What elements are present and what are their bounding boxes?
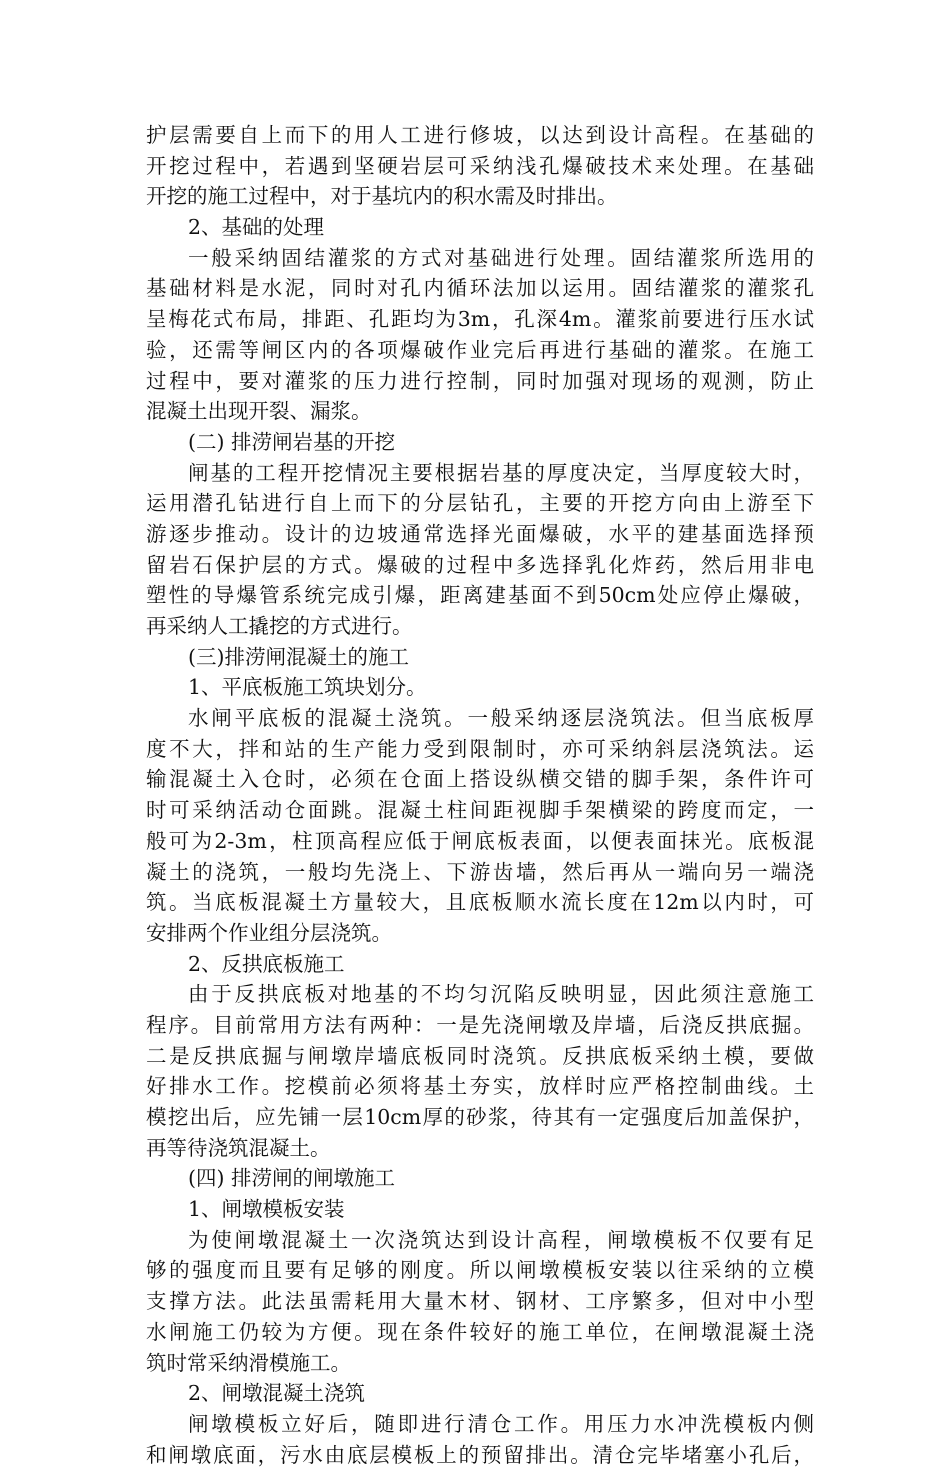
paragraph-line: 再采纳人工撬挖的方式进行。	[146, 614, 413, 638]
paragraph-line: 运用潜孔钻进行自上而下的分层钻孔，主要的开挖方向由上游至下	[146, 491, 814, 516]
paragraph-line: 过程中，要对灌浆的压力进行控制，同时加强对现场的观测，防止	[146, 368, 814, 393]
paragraph-line: 开挖的施工过程中，对于基坑内的积水需及时排出。	[146, 184, 618, 209]
paragraph-line: 输混凝土入仓时，必须在仓面上搭设纵横交错的脚手架，条件许可	[146, 767, 814, 792]
paragraph-line: 般可为2-3m，柱顶高程应低于闸底板表面，以便表面抹光。底板混	[146, 828, 814, 853]
paragraph-line: 再等待浇筑混凝土。	[146, 1135, 331, 1160]
paragraph-line: 闸基的工程开挖情况主要根据岩基的厚度决定，当厚度较大时，	[188, 460, 814, 485]
paragraph-line: 和闸墩底面，污水由底层模板上的预留排出。清仓完毕堵塞小孔后，	[146, 1442, 814, 1467]
paragraph-line: 基础材料是水泥，同时对孔内循环法加以运用。固结灌浆的灌浆孔	[146, 276, 814, 301]
section-heading: 2、闸墩混凝土浇筑	[188, 1381, 366, 1406]
document-body	[146, 120, 814, 1470]
section-heading: 2、反拱底板施工	[188, 951, 345, 976]
paragraph-line: 塑性的导爆管系统完成引爆，距离建基面不到50cm处应停止爆破，	[146, 583, 814, 608]
paragraph-line: 水闸施工仍较为方便。现在条件较好的施工单位，在闸墩混凝土浇	[146, 1319, 814, 1344]
section-heading: (三)排涝闸混凝土的施工	[188, 644, 409, 669]
paragraph-line: 一般采纳固结灌浆的方式对基础进行处理。固结灌浆所选用的	[188, 245, 814, 270]
paragraph-line: 留岩石保护层的方式。爆破的过程中多选择乳化炸药，然后用非电	[146, 552, 814, 577]
section-heading: 1、平底板施工筑块划分。	[188, 675, 427, 700]
paragraph-line: 安排两个作业组分层浇筑。	[146, 920, 392, 945]
paragraph-line: 时可采纳活动仓面跳。混凝土柱间距视脚手架横梁的跨度而定，一	[146, 798, 814, 823]
section-heading: (二) 排涝闸岩基的开挖	[188, 429, 396, 454]
paragraph-line: 好排水工作。挖模前必须将基土夯实，放样时应严格控制曲线。土	[146, 1074, 814, 1099]
section-heading: 2、基础的处理	[188, 215, 325, 240]
paragraph-line: 度不大，拌和站的生产能力受到限制时，亦可采纳斜层浇筑法。运	[146, 736, 814, 761]
paragraph-line: 护层需要自上而下的用人工进行修坡，以达到设计高程。在基础的	[146, 123, 814, 147]
paragraph-line: 呈梅花式布局，排距、孔距均为3m，孔深4m。灌浆前要进行压水试	[146, 307, 814, 332]
section-heading: 1、闸墩模板安装	[188, 1197, 345, 1222]
paragraph-line: 模挖出后，应先铺一层10cm厚的砂浆，待其有一定强度后加盖保护，	[146, 1105, 814, 1129]
paragraph-line: 水闸平底板的混凝土浇筑。一般采纳逐层浇筑法。但当底板厚	[188, 706, 814, 731]
paragraph-line: 程序。目前常用方法有两种：一是先浇闸墩及岸墙，后浇反拱底掘。	[146, 1012, 814, 1037]
paragraph-line: 验，还需等闸区内的各项爆破作业完后再进行基础的灌浆。在施工	[146, 337, 814, 362]
paragraph-line: 由于反拱底板对地基的不均匀沉陷反映明显，因此须注意施工	[188, 982, 814, 1007]
paragraph-line: 二是反拱底掘与闸墩岸墙底板同时浇筑。反拱底板采纳土模，要做	[146, 1043, 814, 1068]
paragraph-line: 开挖过程中，若遇到坚硬岩层可采纳浅孔爆破技术来处理。在基础	[146, 153, 814, 178]
paragraph-line: 为使闸墩混凝土一次浇筑达到设计高程，闸墩模板不仅要有足	[188, 1227, 814, 1252]
paragraph-line: 闸墩模板立好后，随即进行清仓工作。用压力水冲洗模板内侧	[188, 1411, 814, 1436]
paragraph-line: 筑时常采纳滑模施工。	[146, 1350, 351, 1375]
paragraph-line: 凝土的浇筑，一般均先浇上、下游齿墙，然后再从一端向另一端浇	[146, 859, 814, 884]
paragraph-line: 游逐步推动。设计的边坡通常选择光面爆破，水平的建基面选择预	[146, 521, 814, 546]
section-heading: (四) 排涝闸的闸墩施工	[188, 1166, 396, 1191]
paragraph-line: 够的强度而且要有足够的刚度。所以闸墩模板安装以往采纳的立模	[146, 1258, 814, 1283]
paragraph-line: 支撑方法。此法虽需耗用大量木材、钢材、工序繁多，但对中小型	[146, 1289, 814, 1314]
paragraph-line: 混凝土出现开裂、漏浆。	[146, 399, 372, 424]
paragraph-line: 筑。当底板混凝土方量较大，且底板顺水流长度在12m以内时，可	[146, 890, 814, 915]
